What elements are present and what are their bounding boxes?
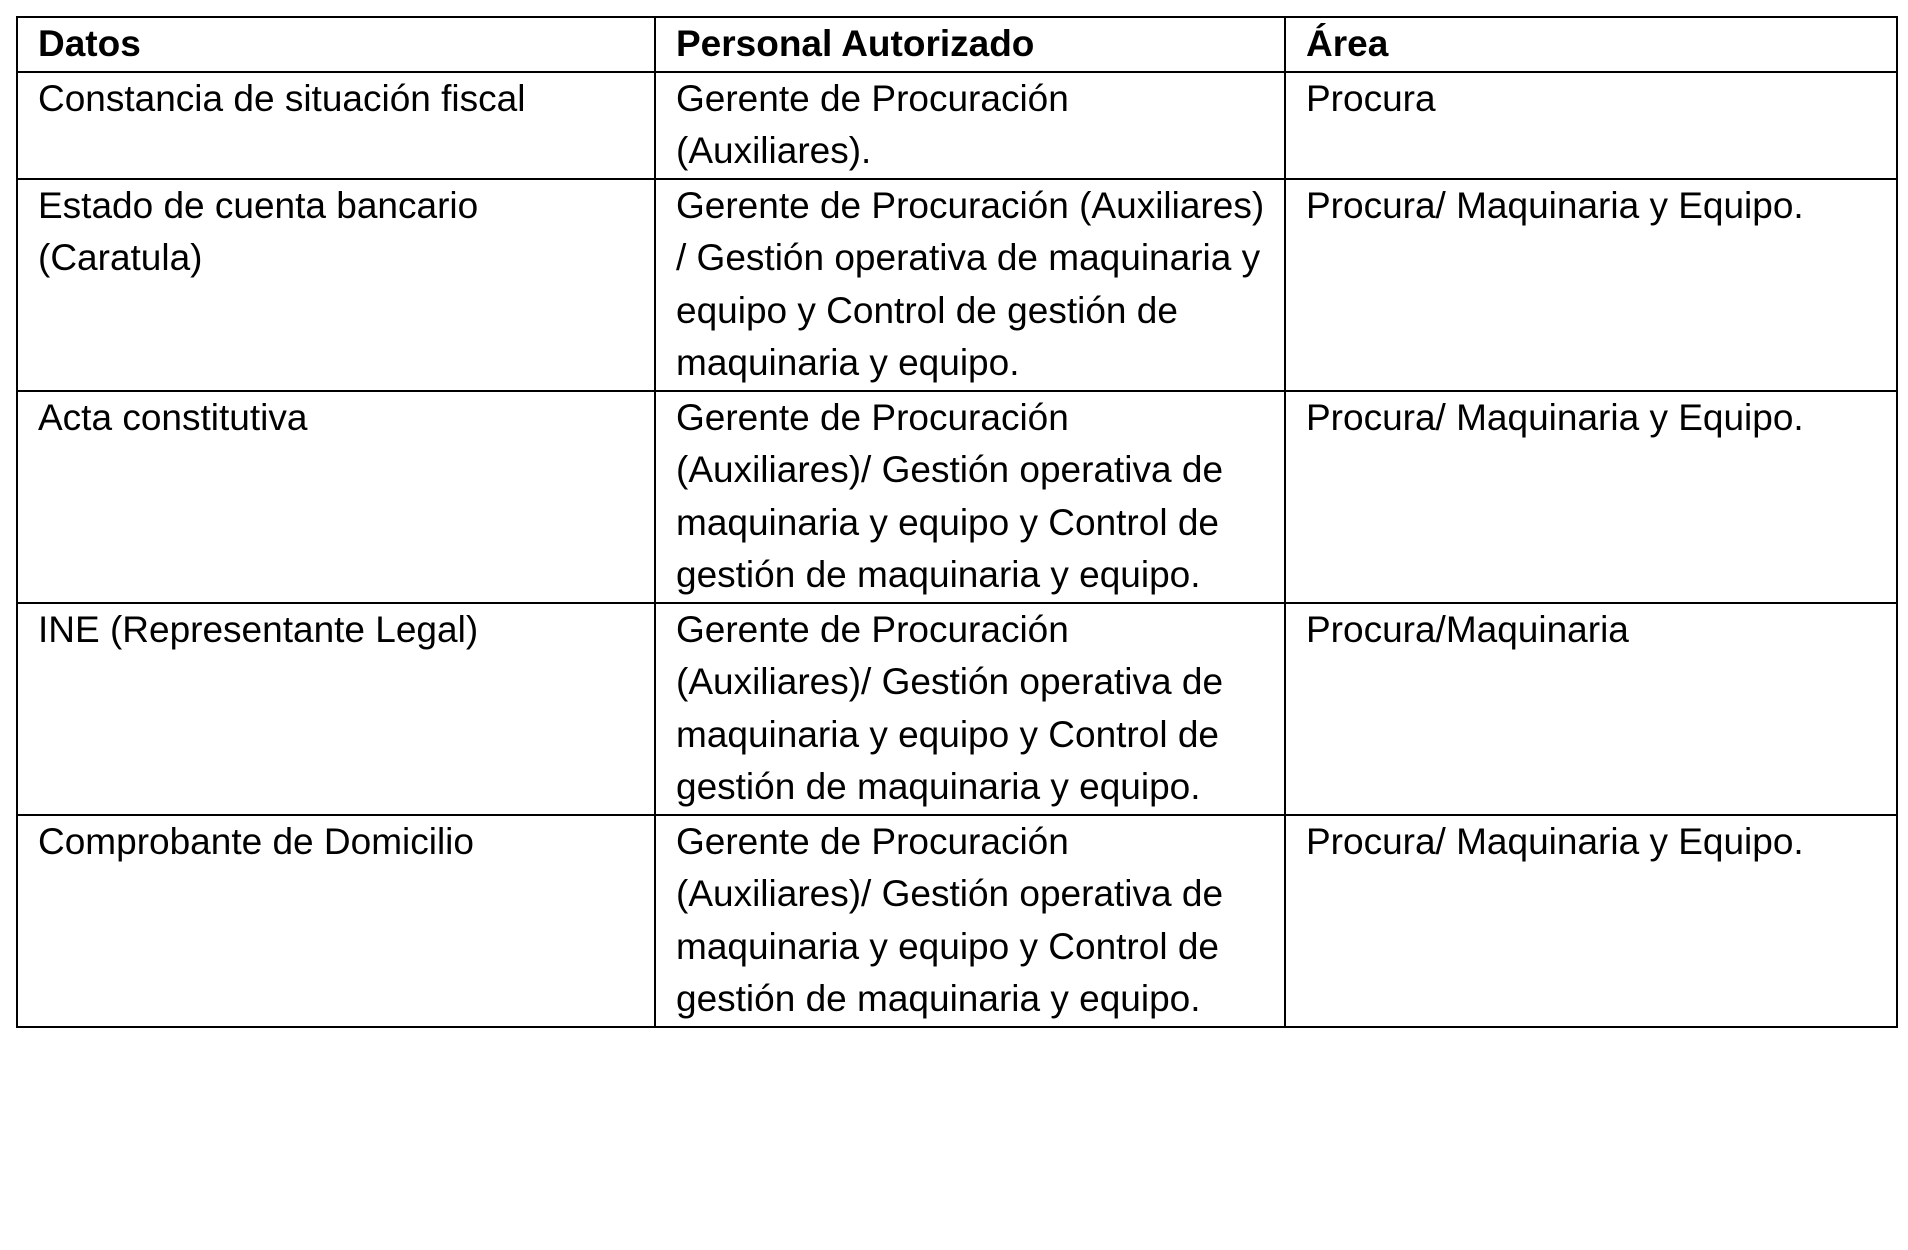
cell-personal: Gerente de Procuración (Auxiliares)/ Gestión operativa de maquinaria y equipo y Control de gestión de maquinaria y equipo. xyxy=(655,815,1285,1027)
table-row xyxy=(17,391,1897,603)
cell-area: Procura/ Maquinaria y Equipo. xyxy=(1285,179,1897,391)
table-row xyxy=(17,72,1897,179)
cell-datos: Acta constitutiva xyxy=(17,391,655,603)
cell-datos: Constancia de situación fiscal xyxy=(17,72,655,179)
cell-personal: Gerente de Procuración (Auxiliares). xyxy=(655,72,1285,179)
cell-personal: Gerente de Procuración (Auxiliares)/ Gestión operativa de maquinaria y equipo y Control de gestión de maquinaria y equipo. xyxy=(655,603,1285,815)
cell-datos: Estado de cuenta bancario (Caratula) xyxy=(17,179,655,391)
cell-personal: Gerente de Procuración (Auxiliares) / Gestión operativa de maquinaria y equipo y Control de gestión de maquinaria y equipo. xyxy=(655,179,1285,391)
header-datos: Datos xyxy=(17,17,655,72)
cell-area: Procura/Maquinaria xyxy=(1285,603,1897,815)
table-row xyxy=(17,603,1897,815)
table-row xyxy=(17,815,1897,1027)
data-authorization-table xyxy=(16,16,1898,1028)
table-header-row xyxy=(17,17,1897,72)
header-personal-autorizado: Personal Autorizado xyxy=(655,17,1285,72)
cell-datos: Comprobante de Domicilio xyxy=(17,815,655,1027)
table-row xyxy=(17,179,1897,391)
cell-datos: INE (Representante Legal) xyxy=(17,603,655,815)
cell-personal: Gerente de Procuración (Auxiliares)/ Gestión operativa de maquinaria y equipo y Control de gestión de maquinaria y equipo. xyxy=(655,391,1285,603)
cell-area: Procura/ Maquinaria y Equipo. xyxy=(1285,391,1897,603)
header-area: Área xyxy=(1285,17,1897,72)
cell-area: Procura/ Maquinaria y Equipo. xyxy=(1285,815,1897,1027)
cell-area: Procura xyxy=(1285,72,1897,179)
